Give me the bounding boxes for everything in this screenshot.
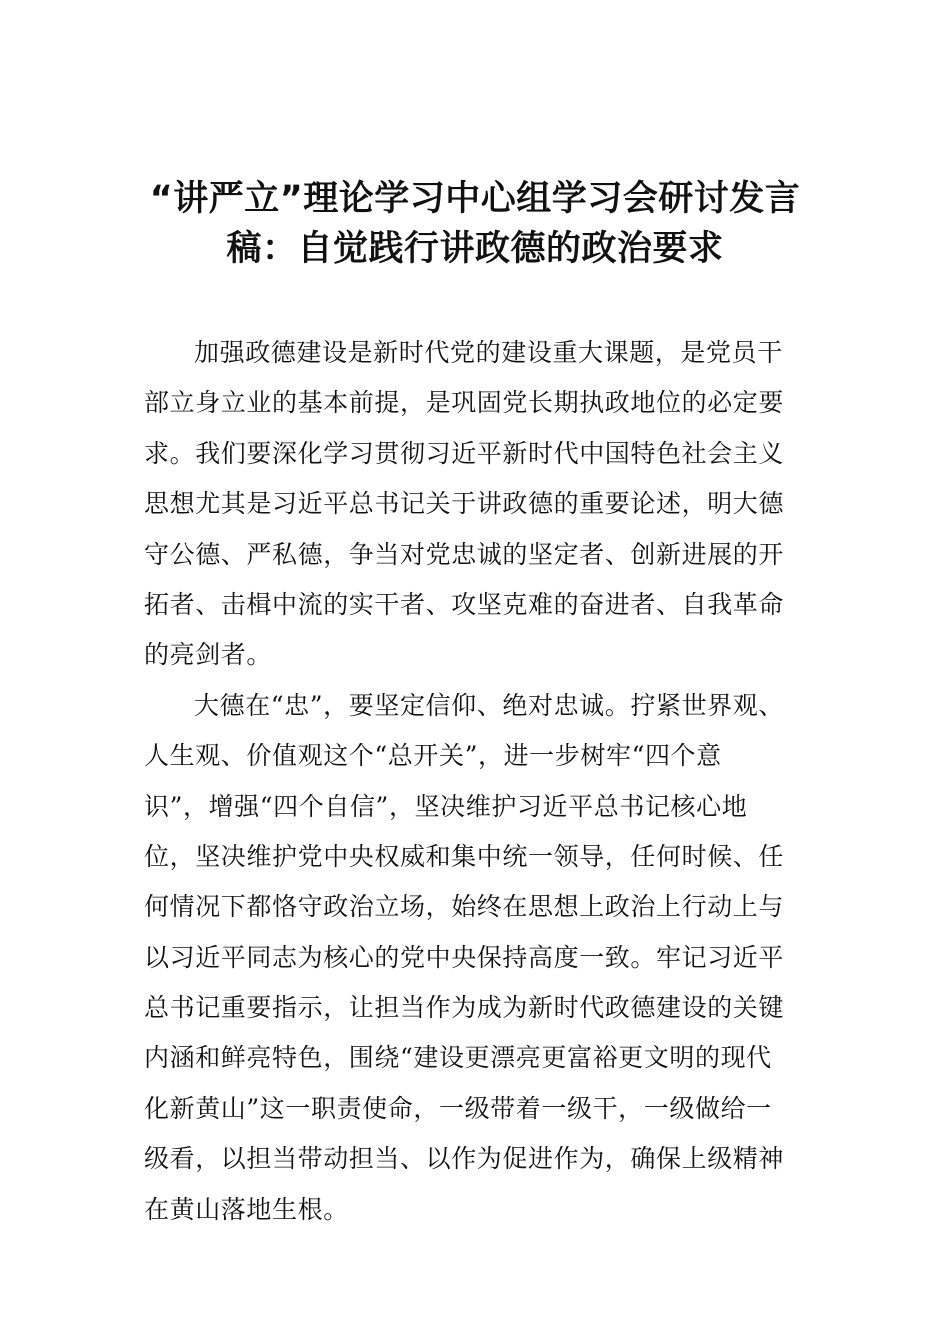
document-title [100,174,850,274]
text-line: 位，坚决维护党中央权威和集中统一领导，任何时候、任 [144,841,785,871]
text-line: 守公德、严私德，争当对党忠诚的坚定者、创新进展的开 [144,539,785,569]
text-line: 思想尤其是习近平总书记关于讲政德的重要论述，明大德 [144,489,785,519]
paragraph-1 [0,328,950,681]
text-line: 拓者、击楫中流的实干者、攻坚克难的奋进者、自我革命 [144,589,785,619]
text-line: 加强政德建设是新时代党的建设重大课题，是党员干 [194,338,783,367]
text-line: 大德在“忠”，要坚定信仰、绝对忠诚。拧紧世界观、 [194,690,784,720]
text-line: 的亮剑者。 [144,640,273,670]
text-line: 化新黄山”这一职责使命，一级带着一级干，一级做给一 [144,1093,772,1123]
text-line: 人生观、价值观这个“总开关”，进一步树牢“四个意 [144,741,722,771]
text-line: 总书记重要指示，让担当作为成为新时代政德建设的关键 [144,993,785,1023]
title-line-1: “讲严立”理论学习中心组学习会研讨发言 [149,179,801,219]
text-line: 求。我们要深化学习贯彻习近平新时代中国特色社会主义 [144,438,785,468]
text-line: 在黄山落地生根。 [144,1194,349,1224]
text-line: 部立身立业的基本前提，是巩固党长期执政地位的必定要 [144,388,785,418]
title-line-2: 稿：自觉践行讲政德的政治要求 [226,229,724,269]
document-body [0,328,950,1235]
text-line: 内涵和鲜亮特色，围绕“建设更漂亮更富裕更文明的现代 [144,1043,772,1073]
text-line: 级看，以担当带动担当、以作为促进作为，确保上级精神 [144,1144,785,1174]
paragraph-2 [0,681,950,1235]
text-line: 以习近平同志为核心的党中央保持高度一致。牢记习近平 [144,942,785,972]
text-line: 识”，增强“四个自信”，坚决维护习近平总书记核心地 [144,791,748,821]
text-line: 何情况下都恪守政治立场，始终在思想上政治上行动上与 [144,892,785,922]
